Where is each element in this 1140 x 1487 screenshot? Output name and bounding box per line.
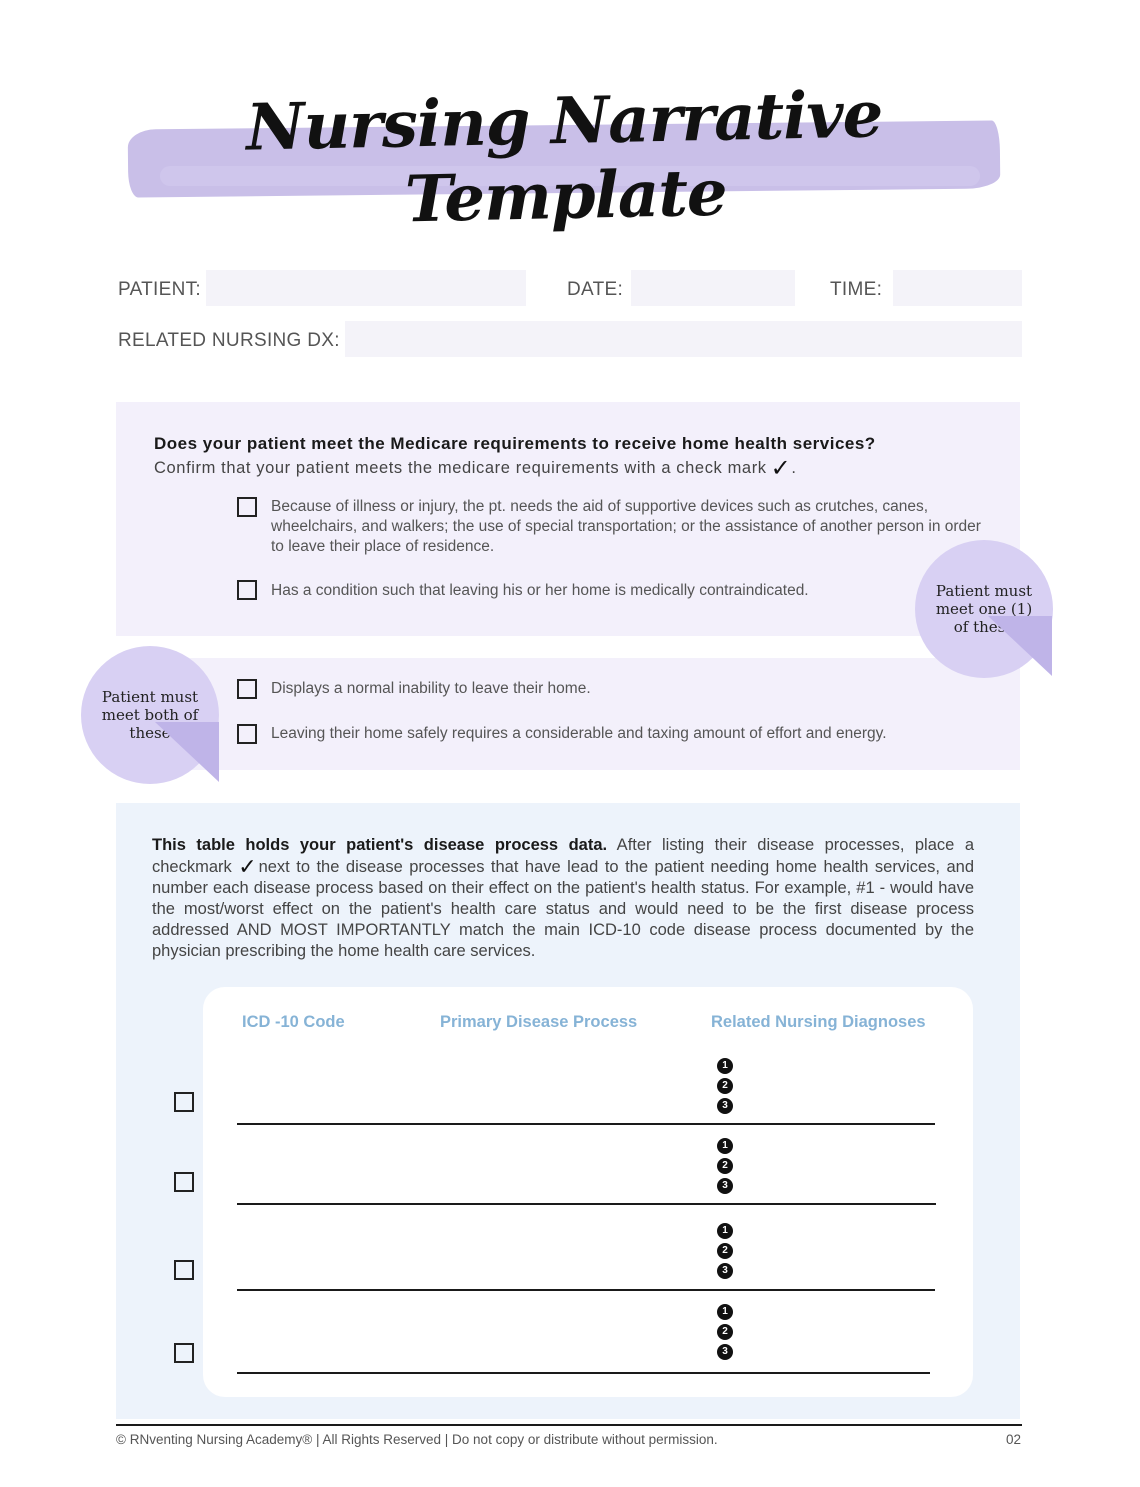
row-checkbox[interactable] <box>174 1260 194 1280</box>
number-two-icon: 2 <box>717 1078 733 1094</box>
checkbox-contraindicated[interactable] <box>237 580 257 600</box>
disease-table <box>203 987 973 1397</box>
row-checkbox[interactable] <box>174 1092 194 1112</box>
table-row[interactable] <box>237 1289 935 1291</box>
checkmark-icon: ✓ <box>770 455 792 482</box>
disease-instructions <box>152 835 974 962</box>
page-title: Nursing Narrative Template <box>245 77 884 238</box>
column-primary-disease: Primary Disease Process <box>440 1013 638 1031</box>
number-two-icon: 2 <box>717 1158 733 1174</box>
bubble-peel-icon <box>155 722 219 782</box>
medicare-instruction <box>154 454 797 483</box>
patient-input[interactable] <box>206 270 526 306</box>
number-one-icon: 1 <box>717 1304 733 1320</box>
option-supportive-devices: Because of illness or injury, the pt. needs the aid of supportive devices such as crutches, canes, wheelchairs, and walkers; the use of special transportation; or the assistance of another person in order to leave their place of residence. <box>271 498 981 555</box>
row-checkbox[interactable] <box>174 1172 194 1192</box>
checkbox-inability-to-leave[interactable] <box>237 679 257 699</box>
time-input[interactable] <box>893 270 1022 306</box>
option-taxing-effort: Leaving their home safely requires a considerable and taxing amount of effort and energy. <box>271 725 887 742</box>
nursing-dx-input[interactable] <box>345 321 1022 357</box>
medicare-instruction-text: Confirm that your patient meets the medicare requirements with a check mark <box>154 459 767 477</box>
number-three-icon: 3 <box>717 1098 733 1114</box>
option-contraindicated: Has a condition such that leaving his or her home is medically contraindicated. <box>271 582 809 599</box>
title-banner <box>120 70 1010 238</box>
number-two-icon: 2 <box>717 1243 733 1259</box>
checkmark-icon: ✓ <box>238 854 259 879</box>
number-three-icon: 3 <box>717 1344 733 1360</box>
disease-instructions-b: next to the disease processes that have lead to the patient needing home health services, and number each disease process based on their effect on the patient's health status. For example, #1 - would have the most/worst effect on the patient's health care status and would need to be the first disease process addressed AND MOST IMPORTANTLY match the main ICD-10 code disease process documented by the physician prescribing the home health care services. <box>152 858 974 960</box>
bubble-meet-one-text: Patient must meet one (1) of these <box>935 582 1033 636</box>
disease-instructions-a: After listing their disease processes, place a checkmark <box>152 836 974 876</box>
medicare-question: Does your patient meet the Medicare requirements to receive home health services? <box>154 434 876 453</box>
number-one-icon: 1 <box>717 1138 733 1154</box>
column-icd10: ICD -10 Code <box>242 1013 345 1031</box>
footer-divider <box>116 1424 1022 1426</box>
column-related-dx: Related Nursing Diagnoses <box>711 1013 926 1031</box>
date-label: DATE: <box>567 279 624 300</box>
table-row[interactable] <box>237 1203 936 1205</box>
number-two-icon: 2 <box>717 1324 733 1340</box>
patient-label: PATIENT: <box>118 279 201 300</box>
page-number: 02 <box>1006 1432 1022 1447</box>
option-inability-to-leave: Displays a normal inability to leave their home. <box>271 680 591 697</box>
row-checkbox[interactable] <box>174 1343 194 1363</box>
checkbox-taxing-effort[interactable] <box>237 724 257 744</box>
table-row[interactable] <box>237 1372 930 1374</box>
nursing-dx-label: RELATED NURSING DX: <box>118 330 340 351</box>
time-label: TIME: <box>830 279 883 300</box>
disease-instructions-bold: This table holds your patient's disease process data. <box>152 836 608 854</box>
bubble-peel-icon <box>988 616 1052 676</box>
number-one-icon: 1 <box>717 1223 733 1239</box>
number-three-icon: 3 <box>717 1263 733 1279</box>
number-one-icon: 1 <box>717 1058 733 1074</box>
bubble-meet-both-text: Patient must meet both of these <box>101 688 199 742</box>
date-input[interactable] <box>631 270 795 306</box>
number-three-icon: 3 <box>717 1178 733 1194</box>
medicare-instruction-end: . <box>791 459 797 477</box>
checkbox-supportive-devices[interactable] <box>237 497 257 517</box>
medicare-panel-both <box>116 658 1020 770</box>
footer-copyright: © RNventing Nursing Academy® | All Rights Reserved | Do not copy or distribute without permission. <box>116 1432 718 1447</box>
table-row[interactable] <box>237 1123 935 1125</box>
